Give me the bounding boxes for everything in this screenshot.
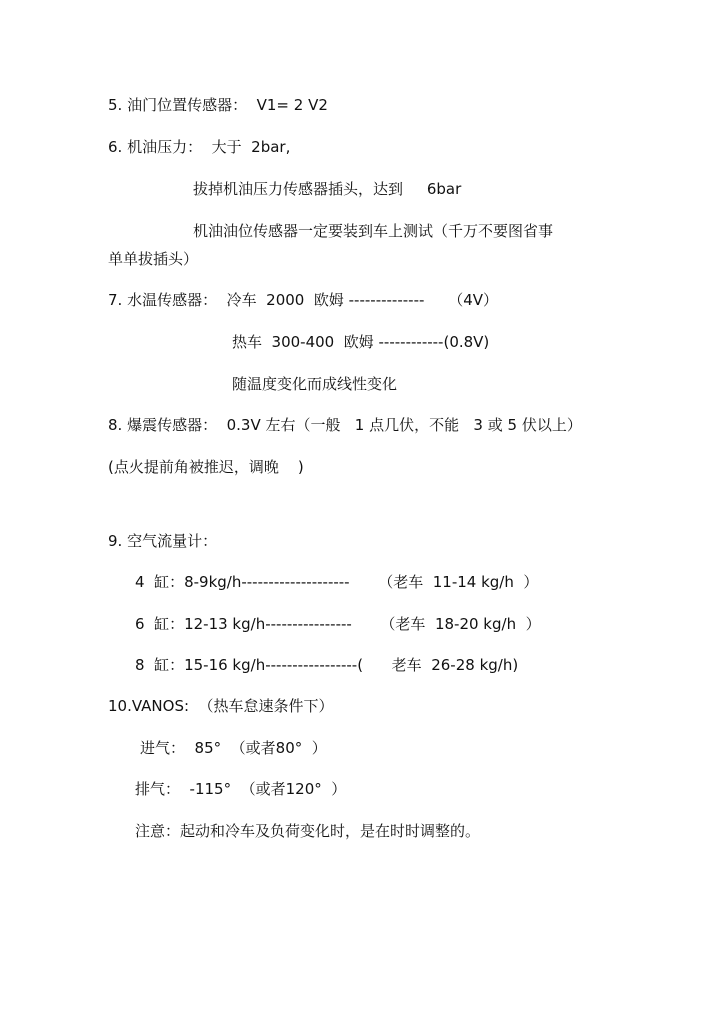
- line-oil-pressure-unplug: 拔掉机油压力传感器插头，达到 6bar: [193, 180, 462, 198]
- line-air-flow-4cyl: 4 缸：8-9kg/h-------------------- （老车 11-14 kg/h ）: [135, 573, 539, 591]
- line-air-flow-6cyl: 6 缸：12-13 kg/h---------------- （老车 18-20 kg/h ）: [135, 615, 541, 633]
- line-vanos-note: 注意：起动和冷车及负荷变化时，是在时时调整的。: [135, 822, 481, 840]
- line-air-flow-meter: 9. 空气流量计：: [108, 532, 218, 550]
- line-oil-pressure: 6. 机油压力： 大于 2bar,: [108, 138, 291, 156]
- line-oil-level-sensor: 机油油位传感器一定要装到车上测试（千万不要图省事: [193, 222, 554, 240]
- line-vanos: 10.VANOS: （热车怠速条件下）: [108, 697, 334, 715]
- line-throttle-sensor: 5. 油门位置传感器： V1= 2 V2: [108, 96, 328, 114]
- line-water-temp-linear: 随温度变化而成线性变化: [232, 375, 398, 393]
- line-water-temp-hot: 热车 300-400 欧姆 ------------(0.8V): [232, 333, 490, 351]
- line-vanos-intake: 进气： 85° （或者80° ）: [140, 739, 327, 757]
- line-knock-sensor: 8. 爆震传感器： 0.3V 左右（一般 1 点几伏，不能 3 或 5 伏以上）: [108, 416, 582, 434]
- line-air-flow-8cyl: 8 缸：15-16 kg/h-----------------( 老车 26-28 kg/h): [135, 656, 519, 674]
- line-knock-sensor-note: (点火提前角被推迟，调晚 ): [108, 458, 304, 476]
- line-vanos-exhaust: 排气： -115° （或者120° ）: [135, 780, 347, 798]
- line-oil-level-sensor-cont: 单单拔插头）: [108, 250, 199, 268]
- line-water-temp-cold: 7. 水温传感器： 冷车 2000 欧姆 -------------- （4V）: [108, 291, 499, 309]
